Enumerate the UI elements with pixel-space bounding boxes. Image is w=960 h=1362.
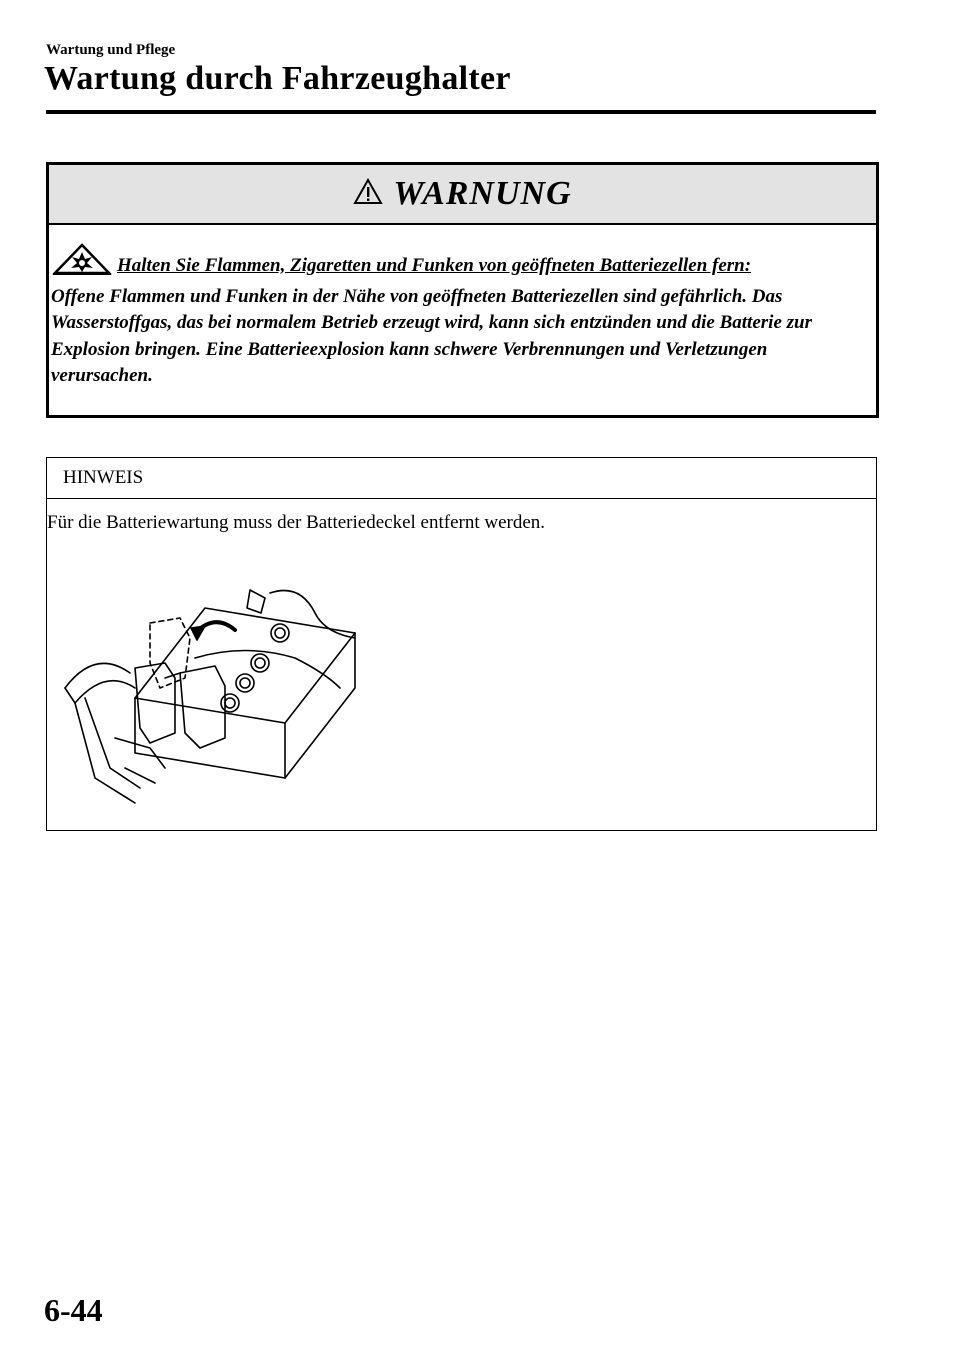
- note-box: [46, 457, 877, 831]
- note-text: Für die Batteriewartung muss der Batteriedeckel entfernt werden.: [47, 512, 546, 533]
- section-label: Wartung und Pflege: [46, 42, 176, 58]
- warning-lead: Halten Sie Flammen, Zigaretten und Funken von geöffneten Batteriezellen fern:: [117, 255, 752, 276]
- page-title: Wartung durch Fahrzeughalter: [44, 60, 511, 97]
- page-number: 6-44: [44, 1292, 103, 1328]
- warning-header: [49, 165, 876, 225]
- warning-triangle-icon: [353, 178, 383, 210]
- warning-title: WARNUNG: [393, 175, 572, 212]
- battery-cover-illustration: [55, 578, 375, 818]
- title-divider: [46, 110, 876, 114]
- warning-box: [46, 162, 879, 418]
- warning-body: [49, 225, 876, 390]
- warning-text: Offene Flammen und Funken in der Nähe von geöffneten Batteriezellen sind gefährlich. Das Wasserstoffgas, das bei normalem Betrieb erzeugt wird, kann sich entzünden und die Batterie zur Explosion bringen. Eine Batterieexplosion kann schwere Verbrennungen und Verletzungen verursachen.: [51, 285, 812, 386]
- note-header: HINWEIS: [47, 458, 876, 499]
- explosion-icon: [51, 243, 113, 284]
